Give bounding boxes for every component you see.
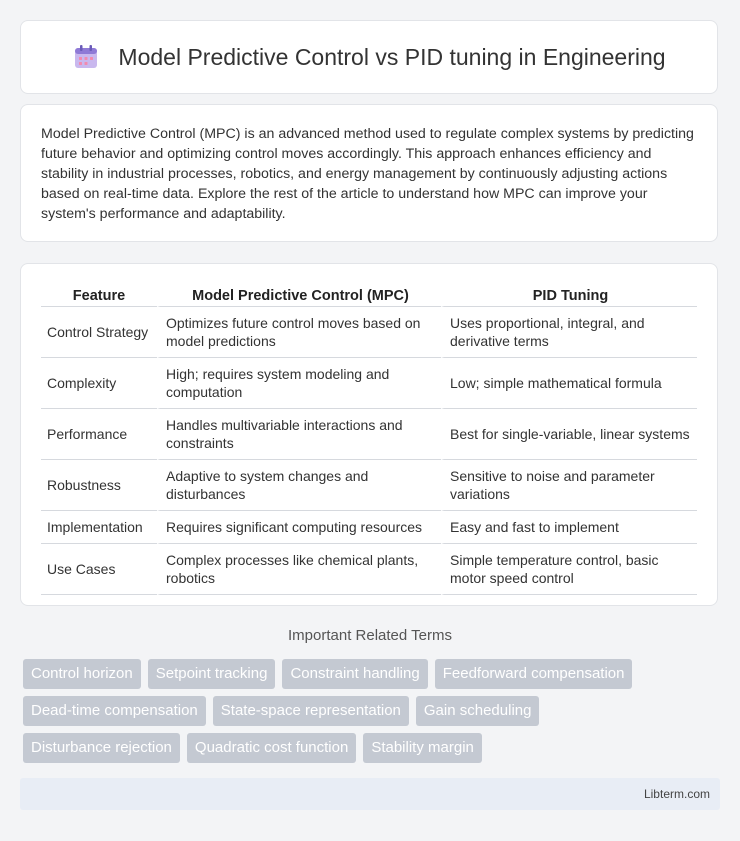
table-header-row xyxy=(41,285,697,307)
table-cell-feature: Complexity xyxy=(41,358,157,409)
title-wrap xyxy=(72,43,665,71)
table-cell-feature: Implementation xyxy=(41,511,157,544)
table-cell-pid: Easy and fast to implement xyxy=(441,511,697,544)
table-cell-feature: Performance xyxy=(41,409,157,460)
table-row xyxy=(41,544,697,595)
comparison-table xyxy=(41,285,697,595)
column-header-mpc: Model Predictive Control (MPC) xyxy=(157,285,441,307)
tag-row xyxy=(23,733,723,763)
related-terms-title: Important Related Terms xyxy=(288,627,452,644)
header-card xyxy=(20,20,718,94)
table-cell-feature: Control Strategy xyxy=(41,307,157,358)
page-title: Model Predictive Control vs PID tuning in Engineering xyxy=(118,43,666,70)
related-terms-list xyxy=(23,659,723,770)
footer xyxy=(20,778,720,810)
table-row xyxy=(41,460,697,511)
tag-state-space-representation[interactable]: State-space representation xyxy=(213,696,409,726)
table-cell-mpc: Requires significant computing resources xyxy=(157,511,441,544)
intro-card xyxy=(20,104,718,242)
tag-constraint-handling[interactable]: Constraint handling xyxy=(282,659,427,689)
tag-disturbance-rejection[interactable]: Disturbance rejection xyxy=(23,733,180,763)
tag-quadratic-cost-function[interactable]: Quadratic cost function xyxy=(187,733,356,763)
table-cell-mpc: Complex processes like chemical plants, robotics xyxy=(157,544,441,595)
table-row xyxy=(41,409,697,460)
tag-gain-scheduling[interactable]: Gain scheduling xyxy=(416,696,540,726)
tag-dead-time-compensation[interactable]: Dead-time compensation xyxy=(23,696,206,726)
table-row xyxy=(41,307,697,358)
table-cell-mpc: Optimizes future control moves based on model predictions xyxy=(157,307,441,358)
column-header-feature: Feature xyxy=(41,285,157,307)
table-cell-mpc: High; requires system modeling and computation xyxy=(157,358,441,409)
table-cell-mpc: Handles multivariable interactions and constraints xyxy=(157,409,441,460)
footer-site-link[interactable]: Libterm.com xyxy=(643,787,710,801)
table-cell-mpc: Adaptive to system changes and disturbances xyxy=(157,460,441,511)
tag-feedforward-compensation[interactable]: Feedforward compensation xyxy=(435,659,633,689)
table-row xyxy=(41,358,697,409)
table-row xyxy=(41,511,697,544)
tag-row xyxy=(23,659,723,689)
table-cell-feature: Robustness xyxy=(41,460,157,511)
tag-stability-margin[interactable]: Stability margin xyxy=(363,733,482,763)
tag-control-horizon[interactable]: Control horizon xyxy=(23,659,141,689)
table-cell-pid: Best for single-variable, linear systems xyxy=(441,409,697,460)
table-cell-feature: Use Cases xyxy=(41,544,157,595)
table-cell-pid: Uses proportional, integral, and derivative terms xyxy=(441,307,697,358)
table-cell-pid: Simple temperature control, basic motor speed control xyxy=(441,544,697,595)
comparison-table-card xyxy=(20,263,718,606)
intro-paragraph: Model Predictive Control (MPC) is an advanced method used to regulate complex systems by predicting future behavior and optimizing control moves accordingly. This approach enhances efficiency and stability in industrial processes, robotics, and energy management by continuously adjusting actions based on real-time data. Explore the rest of the article to understand how MPC can improve your system's performance and adaptability. xyxy=(41,126,694,222)
tag-row xyxy=(23,696,723,726)
table-cell-pid: Sensitive to noise and parameter variations xyxy=(441,460,697,511)
column-header-pid: PID Tuning xyxy=(441,285,697,307)
tag-setpoint-tracking[interactable]: Setpoint tracking xyxy=(148,659,276,689)
calendar-icon xyxy=(72,43,100,71)
table-cell-pid: Low; simple mathematical formula xyxy=(441,358,697,409)
